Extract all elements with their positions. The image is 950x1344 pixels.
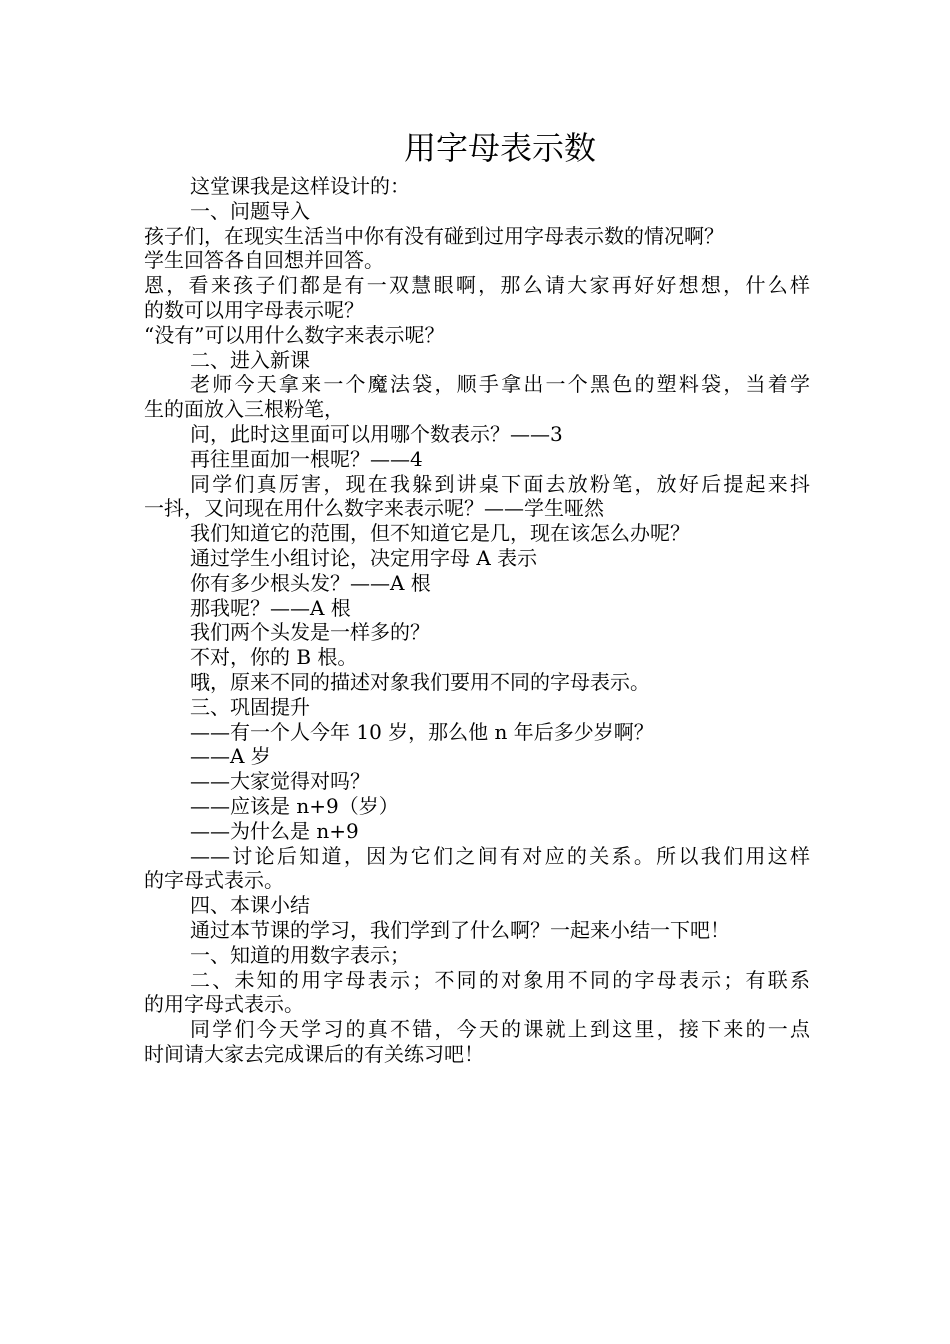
text-line: 不对，你的 B 根。 <box>190 645 358 670</box>
text-line: “没有”可以用什么数字来表示呢？ <box>144 322 445 347</box>
text-line: 这堂课我是这样设计的： <box>190 174 410 198</box>
text-line: ——有一个人今年 10 岁，那么他 n 年后多少岁啊？ <box>190 719 654 744</box>
text-line: 二、进入新课 <box>190 347 310 372</box>
text-line: 三、巩固提升 <box>190 694 310 719</box>
text-line: 学生回答各自回想并回答。 <box>144 248 384 273</box>
text-line: 我们两个头发是一样多的？ <box>190 620 430 645</box>
text-line: 恩，看来孩子们都是有一双慧眼啊，那么请大家再好好想想，什么样 <box>144 273 810 298</box>
text-line: 一、知道的用数字表示； <box>190 942 410 967</box>
text-line: 的数可以用字母表示呢？ <box>144 297 364 322</box>
text-line: 二、未知的用字母表示；不同的对象用不同的字母表示；有联系 <box>190 967 810 992</box>
text-line: 我们知道它的范围，但不知道它是几，现在该怎么办呢？ <box>190 521 690 546</box>
text-line: 同学们今天学习的真不错，今天的课就上到这里，接下来的一点 <box>190 1017 810 1042</box>
text-line: 时间请大家去完成课后的有关练习吧！ <box>144 1041 484 1066</box>
document-body <box>144 174 810 1067</box>
text-line: 哦，原来不同的描述对象我们要用不同的字母表示。 <box>190 669 650 694</box>
text-line: ——应该是 n+9（岁） <box>190 793 399 818</box>
text-line: ——A 岁 <box>190 744 271 769</box>
text-line: 一抖，又问现在用什么数字来表示呢？——学生哑然 <box>144 496 604 521</box>
text-line: 再往里面加一根呢？——4 <box>190 446 423 471</box>
document-title: 用字母表示数 <box>403 129 596 167</box>
text-line: 问，此时这里面可以用哪个数表示？——3 <box>190 421 563 446</box>
text-line: 四、本课小结 <box>190 893 310 918</box>
text-line: 通过学生小组讨论，决定用字母 A 表示 <box>190 545 538 570</box>
text-line: 同学们真厉害，现在我躲到讲桌下面去放粉笔，放好后提起来抖 <box>190 471 810 496</box>
text-line: 一、问题导入 <box>190 198 310 223</box>
text-line: ——为什么是 n+9 <box>190 818 359 843</box>
text-line: 的字母式表示。 <box>144 868 284 893</box>
text-line: 你有多少根头发？——A 根 <box>190 570 431 595</box>
text-line: ——大家觉得对吗？ <box>190 769 370 794</box>
text-line: 的用字母式表示。 <box>144 992 304 1017</box>
text-line: 孩子们，在现实生活当中你有没有碰到过用字母表示数的情况啊？ <box>144 223 724 248</box>
text-line: 生的面放入三根粉笔， <box>144 397 344 422</box>
text-line: 老师今天拿来一个魔法袋，顺手拿出一个黑色的塑料袋，当着学 <box>190 372 810 397</box>
text-line: ——讨论后知道，因为它们之间有对应的关系。所以我们用这样 <box>190 843 810 868</box>
text-line: 那我呢？——A 根 <box>190 595 351 620</box>
text-line: 通过本节课的学习，我们学到了什么啊？一起来小结一下吧！ <box>190 917 730 942</box>
